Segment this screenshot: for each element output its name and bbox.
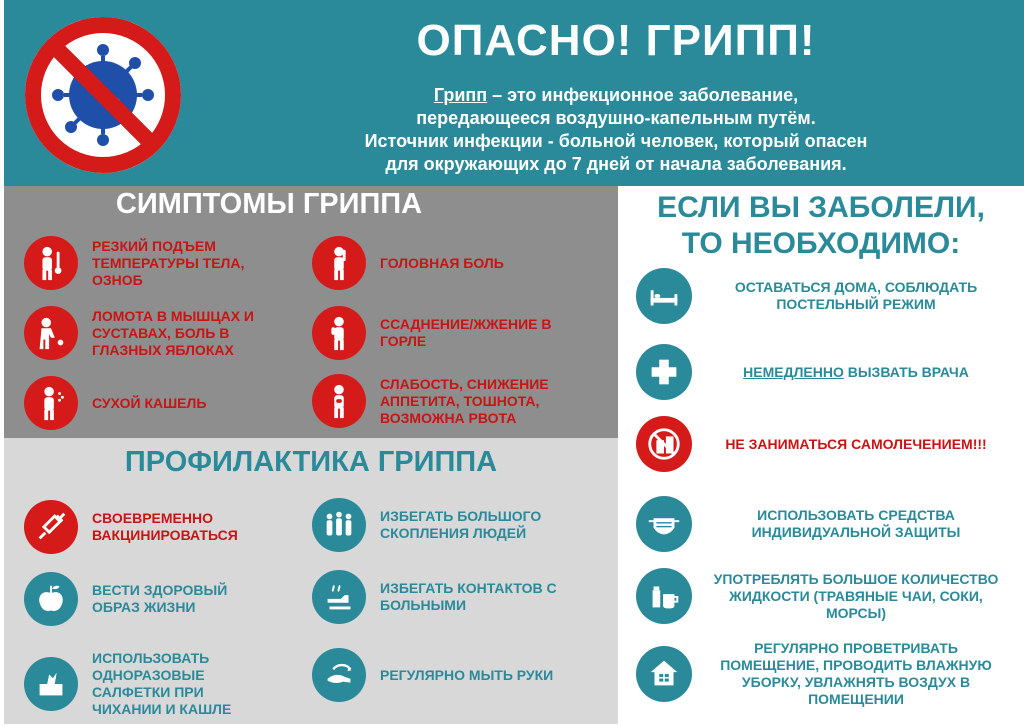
if-sick-item-stay-home bbox=[636, 268, 1012, 324]
medical-cross-icon bbox=[636, 344, 692, 400]
if-sick-item-ventilate bbox=[636, 640, 1012, 708]
crowd-icon bbox=[312, 498, 366, 552]
desc-line-4: для окружающих до 7 дней от начала заболевания. bbox=[385, 154, 847, 174]
prevention-label: СВОЕВРЕМЕННО ВАКЦИНИРОВАТЬСЯ bbox=[92, 510, 238, 543]
prevention-item-vaccinate bbox=[24, 500, 262, 554]
headache-person-icon bbox=[312, 236, 366, 290]
symptom-label: ГОЛОВНАЯ БОЛЬ bbox=[380, 254, 504, 271]
prevention-label: РЕГУЛЯРНО МЫТЬ РУКИ bbox=[380, 666, 554, 683]
prevention-title: ПРОФИЛАКТИКА ГРИППА bbox=[124, 446, 498, 478]
sore-throat-person-icon bbox=[312, 306, 366, 360]
tissue-box-icon bbox=[24, 657, 78, 711]
house-ventilation-icon bbox=[636, 646, 692, 702]
thermometer-person-icon bbox=[24, 236, 78, 290]
symptom-item-weakness bbox=[312, 374, 580, 428]
prevention-label: ИСПОЛЬЗОВАТЬ ОДНОРАЗОВЫЕ САЛФЕТКИ ПРИ ЧИХАНИИ И КАШЛЕ bbox=[92, 650, 232, 717]
sick-contact-icon bbox=[312, 570, 366, 624]
if-sick-label: РЕГУЛЯРНО ПРОВЕТРИВАТЬ ПОМЕЩЕНИЕ, ПРОВОДИТЬ ВЛАЖНУЮ УБОРКУ, УВЛАЖНЯТЬ ВОЗДУХ В ПОМЕЩЕНИИ bbox=[720, 640, 992, 707]
apple-icon bbox=[24, 572, 78, 626]
if-sick-title-line-2: ТО НЕОБХОДИМО: bbox=[681, 227, 961, 260]
if-sick-title bbox=[618, 190, 1024, 262]
symptom-item-aches bbox=[24, 306, 292, 360]
aching-person-icon bbox=[24, 306, 78, 360]
if-sick-label: ИСПОЛЬЗОВАТЬ СРЕДСТВА ИНДИВИДУАЛЬНОЙ ЗАЩИТЫ bbox=[751, 507, 961, 540]
symptoms-title: СИМПТОМЫ ГРИППА bbox=[115, 188, 423, 220]
symptom-label: СЛАБОСТЬ, СНИЖЕНИЕ АППЕТИТА, ТОШНОТА, ВОЗМОЖНА РВОТА bbox=[380, 375, 549, 426]
symptom-label: ЛОМОТА В МЫШЦАХ И СУСТАВАХ, БОЛЬ В ГЛАЗНЫХ ЯБЛОКАХ bbox=[92, 307, 254, 358]
hand-wash-icon bbox=[312, 648, 366, 702]
call-doctor-text: ВЫЗВАТЬ ВРАЧА bbox=[843, 363, 969, 380]
flu-term: Грипп bbox=[433, 85, 488, 105]
page-title: ОПАСНО! ГРИПП! bbox=[416, 16, 816, 65]
prevention-item-healthy-lifestyle bbox=[24, 572, 272, 626]
drinks-icon bbox=[636, 568, 692, 624]
if-sick-label bbox=[708, 364, 1004, 381]
prevention-item-wash-hands bbox=[312, 648, 570, 702]
symptom-item-headache bbox=[312, 236, 580, 290]
syringe-icon bbox=[24, 500, 78, 554]
if-sick-title-line-1: ЕСЛИ ВЫ ЗАБОЛЕЛИ, bbox=[657, 191, 985, 224]
nausea-person-icon bbox=[312, 374, 366, 428]
face-mask-icon bbox=[636, 496, 692, 552]
symptom-item-fever bbox=[24, 236, 282, 290]
symptom-label: РЕЗКИЙ ПОДЪЕМ ТЕМПЕРАТУРЫ ТЕЛА, ОЗНОБ bbox=[92, 237, 245, 288]
symptom-label: СУХОЙ КАШЕЛЬ bbox=[92, 394, 207, 411]
prevention-item-avoid-crowds bbox=[312, 498, 560, 552]
if-sick-label: НЕ ЗАНИМАТЬСЯ САМОЛЕЧЕНИЕМ!!! bbox=[725, 435, 987, 452]
symptom-item-cough bbox=[24, 376, 292, 430]
bed-icon bbox=[636, 268, 692, 324]
desc-line-1: – это инфекционное заболевание, bbox=[487, 85, 799, 105]
prevention-label: ВЕСТИ ЗДОРОВЫЙ ОБРАЗ ЖИЗНИ bbox=[92, 582, 228, 615]
prevention-item-tissues bbox=[24, 650, 242, 718]
desc-line-3: Источник инфекции - больной человек, который опасен bbox=[364, 131, 868, 151]
if-sick-item-fluids bbox=[636, 568, 1012, 624]
prevention-label: ИЗБЕГАТЬ КОНТАКТОВ С БОЛЬНЫМИ bbox=[380, 580, 557, 613]
coughing-person-icon bbox=[24, 376, 78, 430]
if-sick-label: ОСТАВАТЬСЯ ДОМА, СОБЛЮДАТЬ ПОСТЕЛЬНЫЙ РЕЖИМ bbox=[734, 279, 978, 312]
if-sick-item-no-self-medication bbox=[636, 416, 1012, 472]
if-sick-item-call-doctor bbox=[636, 344, 1012, 400]
symptom-item-sore-throat bbox=[312, 306, 580, 360]
desc-line-2: передающееся воздушно-капельным путём. bbox=[416, 108, 816, 128]
prevention-label: ИЗБЕГАТЬ БОЛЬШОГО СКОПЛЕНИЯ ЛЮДЕЙ bbox=[380, 508, 542, 541]
flu-description bbox=[196, 84, 1024, 176]
no-virus-icon bbox=[22, 14, 184, 176]
if-sick-item-protection bbox=[636, 496, 1012, 552]
if-sick-label: УПОТРЕБЛЯТЬ БОЛЬШОЕ КОЛИЧЕСТВО ЖИДКОСТИ (ТРАВЯНЫЕ ЧАИ, СОКИ, МОРСЫ) bbox=[713, 570, 999, 621]
prevention-item-avoid-sick bbox=[312, 570, 570, 624]
underlined-word: НЕМЕДЛЕННО bbox=[743, 363, 844, 380]
no-self-medication-icon bbox=[636, 416, 692, 472]
symptom-label: ССАДНЕНИЕ/ЖЖЕНИЕ В ГОРЛЕ bbox=[380, 316, 552, 349]
